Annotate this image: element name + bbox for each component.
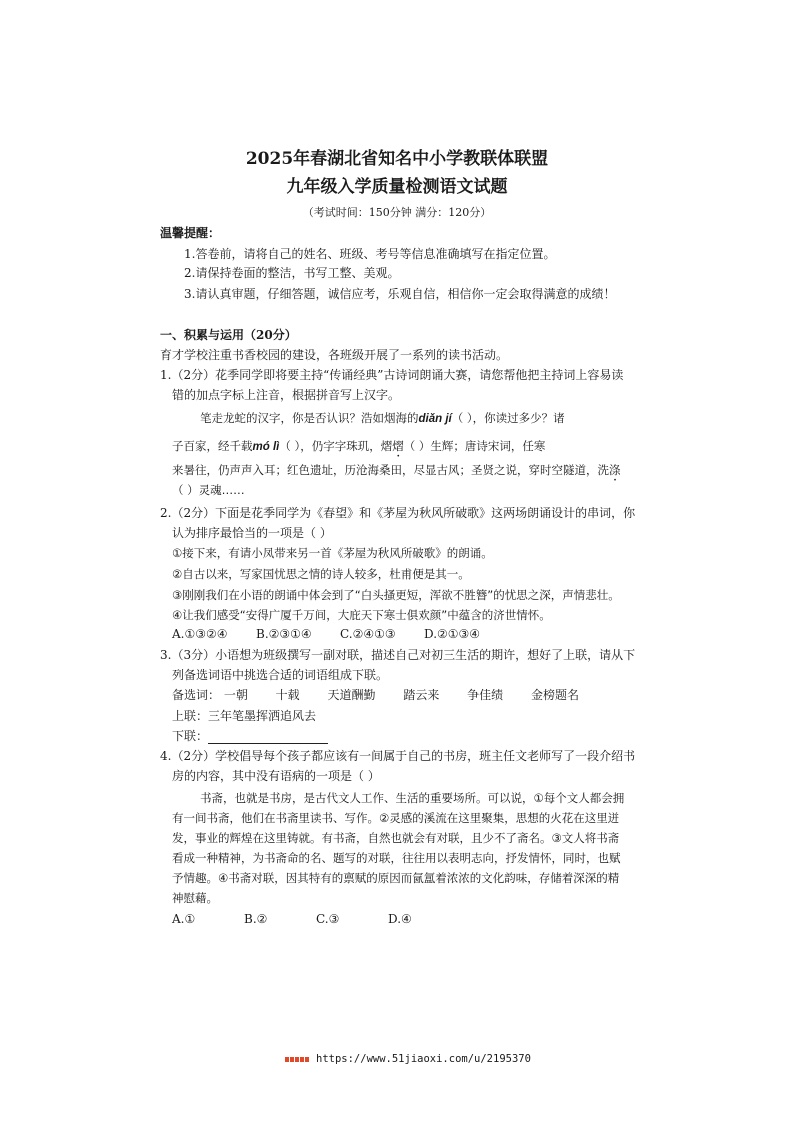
- q4-option-b[interactable]: B.②: [244, 912, 268, 926]
- site-logo-icon: [285, 1057, 310, 1062]
- q4-stem-line2: 房的内容，其中没有语病的一项是（ ）: [172, 769, 380, 783]
- q4-passage-line: 有一间书斋，他们在书斋里读书、写作。②灵感的溪流在这里聚集，思想的火花在这里迸: [172, 811, 620, 825]
- section1-heading: 一、积累与运用（20分）: [160, 328, 297, 342]
- q4-passage-line: 予情趣。④书斋对联，因其特有的禀赋的原因而氤氲着浓浓的文化韵味，存储着深深的精: [172, 871, 620, 885]
- q3-stem-line1: 3.（3分）小语想为班级撰写一副对联，描述自己对初三生活的期许，想好了上联，请从下: [160, 648, 636, 662]
- q1-text: （ ），你读过多少？诸: [451, 411, 565, 425]
- q4-stem-line1: 4.（2分）学校倡导每个孩子都应该有一间属于自己的书房，班主任文老师写了一段介绍书: [160, 749, 636, 763]
- q2-option-a[interactable]: A.①③②④: [172, 627, 228, 641]
- dotted-char: 涤: [609, 463, 621, 477]
- q2-option-b[interactable]: B.②③①④: [256, 627, 312, 641]
- q2-stem-line1: 2.（2分）下面是花季同学为《春望》和《茅屋为秋风所破歌》这两场朗诵设计的串词，你: [160, 506, 636, 520]
- q1-passage-line2: [172, 438, 545, 460]
- dotted-char: 熠: [392, 439, 404, 453]
- q4-passage-line: 看成一种精神，为书斋命的名、题写的对联，往往用以表明志向，抒发情怀，同时，也赋: [172, 851, 621, 865]
- q3-upper-couplet: 上联：三年笔墨挥洒追风去: [172, 709, 317, 723]
- q4-option-d[interactable]: D.④: [388, 912, 412, 926]
- q3-words-label: 备选词：: [172, 688, 221, 702]
- q2-stem-line2: 认为排序最恰当的一项是（ ）: [172, 526, 332, 540]
- page-title-line2: 九年级入学质量检测语文试题: [286, 177, 508, 197]
- q1-text: （ ），仍字字珠玑，熠: [279, 439, 393, 453]
- section1-intro: 育才学校注重书香校园的建设，各班级开展了一系列的读书活动。: [160, 348, 509, 362]
- q1-stem-line1: 1.（2分）花季同学即将要主持“传诵经典”古诗词朗诵大赛，请您帮他把主持词上容易读: [160, 368, 624, 382]
- q2-option-d[interactable]: D.②①③④: [424, 627, 481, 641]
- q3-word-bank: [172, 686, 579, 703]
- q1-text: （ ）生辉；唐诗宋词，任寒: [403, 439, 546, 453]
- q2-sentence-4: ④让我们感受“安得广厦千万间，大庇天下寒士俱欢颜”中蕴含的济世情怀。: [172, 608, 551, 622]
- q1-stem-line2: 错的加点字标上注音，根据拼音写上汉字。: [172, 388, 401, 402]
- q1-passage-line3: [172, 462, 621, 484]
- q3-word: 踏云来: [403, 688, 440, 702]
- q4-option-c[interactable]: C.③: [316, 912, 340, 926]
- reminder-heading: 温馨提醒：: [160, 226, 221, 240]
- q3-word: 十载: [275, 688, 300, 702]
- exam-info: （考试时间：150分钟 满分：120分）: [302, 206, 492, 219]
- pinyin-moli: mó lì: [252, 441, 280, 453]
- q4-option-a[interactable]: A.①: [172, 912, 196, 926]
- q2-option-c[interactable]: C.②④①③: [340, 627, 396, 641]
- q2-sentence-3: ③刚刚我们在小语的朗诵中体会到了“白头搔更短，浑欲不胜簪”的忧思之深，声情悲壮。: [172, 588, 620, 602]
- q2-sentence-2: ②自古以来，写家国忧思之情的诗人较多，杜甫便是其一。: [172, 567, 470, 581]
- q1-passage-line1: [200, 410, 565, 426]
- reminder-item-3: 3.请认真审题，仔细答题，诚信应考，乐观自信，相信你一定会取得满意的成绩！: [184, 287, 616, 301]
- q4-passage-line: 神慰藉。: [172, 891, 218, 905]
- q1-text: 子百家，经千载: [172, 439, 253, 453]
- pinyin-dianji: diǎn jí: [418, 413, 452, 425]
- q3-word: 天道酬勤: [327, 688, 376, 702]
- q3-word: 金榜题名: [530, 688, 579, 702]
- q3-lower-couplet: [172, 727, 328, 744]
- page-title-line1: 2025年春湖北省知名中小学教联体联盟: [245, 149, 549, 169]
- footer-link[interactable]: [285, 1053, 531, 1065]
- q1-passage-line4: （ ）灵魂……: [172, 483, 245, 497]
- q1-text: 笔走龙蛇的汉字，你是否认识？浩如烟海的: [200, 411, 419, 425]
- q3-lower-label: 下联：: [172, 729, 209, 743]
- q4-passage-line: 书斋，也就是书房，是古代文人工作、生活的重要场所。可以说，①每个文人都会拥: [200, 791, 625, 805]
- q4-passage-line: 发，事业的辉煌在这里铸就。有书斋，自然也就会有对联，且少不了斋名。③文人将书斋: [172, 831, 620, 845]
- q3-stem-line2: 列备选词语中挑选合适的词语组成下联。: [172, 668, 389, 682]
- q1-text: 来暑往，仍声声入耳；红色遗址，历沧海桑田，尽显古风；圣贤之说，穿时空隧道，洗: [172, 463, 609, 477]
- footer-url[interactable]: https://www.51jiaoxi.com/u/2195370: [316, 1053, 531, 1065]
- q3-word: 一朝: [223, 688, 248, 702]
- q2-sentence-1: ①接下来，有请小凤带来另一首《茅屋为秋风所破歌》的朗诵。: [172, 546, 493, 560]
- reminder-item-2: 2.请保持卷面的整洁，书写工整、美观。: [184, 266, 400, 280]
- q3-word: 争佳绩: [467, 688, 504, 702]
- answer-blank[interactable]: [208, 731, 328, 744]
- reminder-item-1: 1.答卷前，请将自己的姓名、班级、考号等信息准确填写在指定位置。: [184, 247, 556, 261]
